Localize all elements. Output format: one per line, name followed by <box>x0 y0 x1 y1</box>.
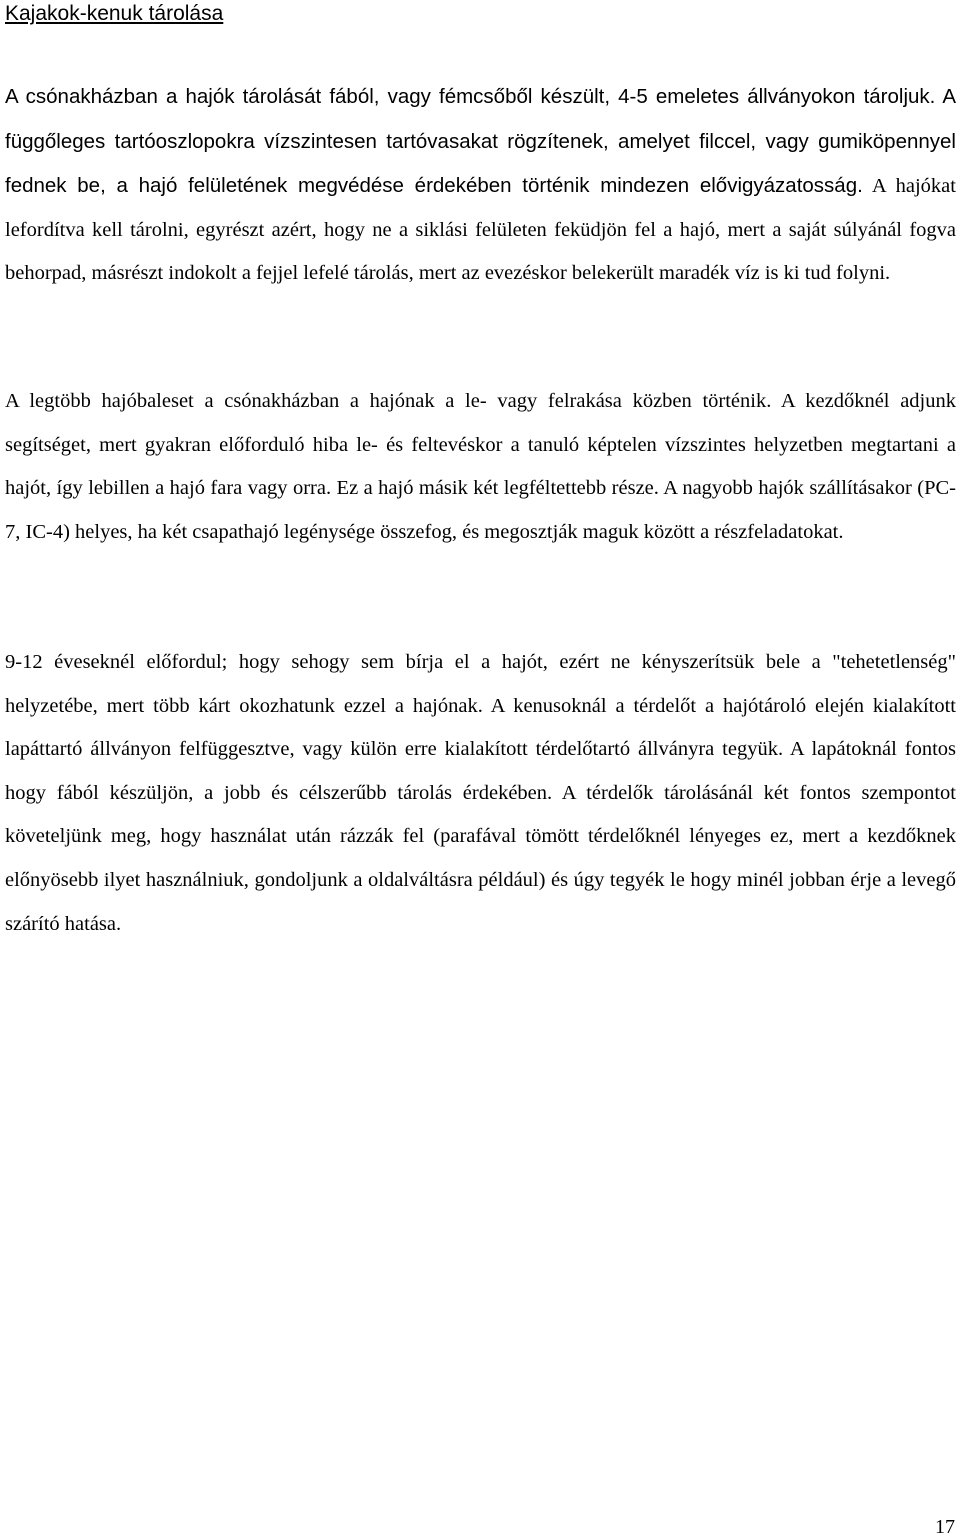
paragraph-sans-segment: A csónakházban a hajók tárolását fából, vagy fémcsőből készült, 4-5 emeletes állványokon tároljuk. A függőleges tartóoszlopokra vízszintesen tartóvasakat rögzítenek, amelyet filccel, vagy gumiköpennyel fednek be, a hajó felületének megvédése érdekében történik mindezen elővigyázatosság. <box>5 85 956 198</box>
paragraph-storage-racks <box>5 75 956 296</box>
paragraph-accidents: A legtöbb hajóbaleset a csónakházban a hajónak a le- vagy felrakása közben történik. A kezdőknél adjunk segítséget, mert gyakran előforduló hiba le- és feltevéskor a tanuló képtelen vízszintes helyzetben megtartani a hajót, így lebillen a hajó fara vagy orra. Ez a hajó másik két legféltettebb része. A nagyobb hajók szállításakor (PC-7, IC-4) helyes, ha két csapathajó legénysége összefog, és megosztják maguk között a részfeladatokat. <box>5 390 956 543</box>
document-title: Kajakok-kenuk tárolása <box>5 2 224 25</box>
paragraph-serif-segment: A hajókat lefordítva kell tárolni, egyrészt azért, hogy ne a siklási felületen feküdjön fel a hajó, mert a saját súlyánál fogva behorpad, másrészt indokolt a fejjel lefelé tárolás, mert az evezéskor belekerült maradék víz is ki tud folyni. <box>5 175 956 285</box>
paragraph-children-and-kneelers: 9-12 éveseknél előfordul; hogy sehogy sem bírja el a hajót, ezért ne kényszerítsük bele a "tehetetlenség" helyzetébe, mert több kárt okozhatunk ezzel a hajónak. A kenusoknál a térdelőt a hajótároló elején kialakított lapáttartó állványon felfüggesztve, vagy külön erre kialakított térdelőtartó állványra tegyük. A lapátoknál fontos hogy fából készüljön, a jobb és célszerűbb tárolás érdekében. A térdelők tárolásánál két fontos szempontot követeljünk meg, hogy használat után rázzák fel (parafával tömött térdelőknél lényeges ez, mert a kezdőknek előnyösebb ilyet használniuk, gondoljunk a oldalváltásra például) és úgy tegyék le hogy minél jobban érje a levegő szárító hatása. <box>5 651 956 935</box>
page-number: 17 <box>935 1516 955 1538</box>
